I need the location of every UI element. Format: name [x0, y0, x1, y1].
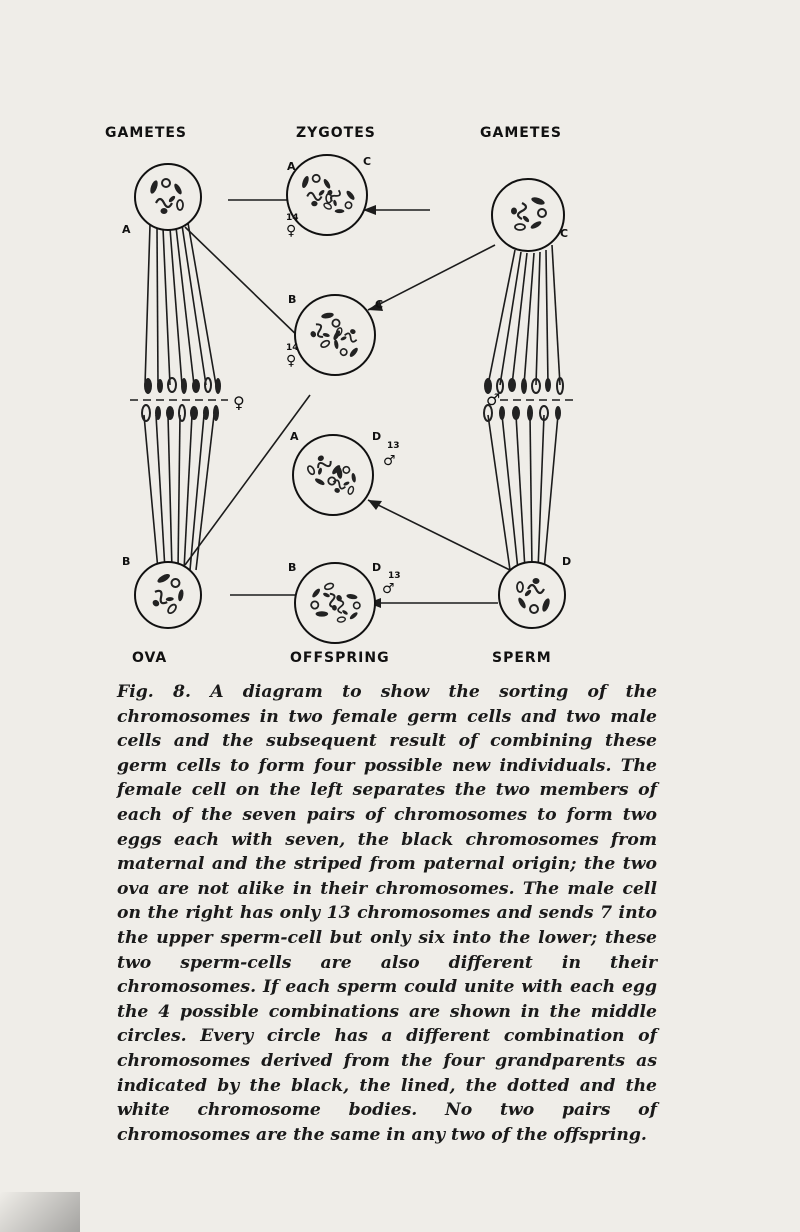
sperm-top [492, 179, 564, 251]
label-zygote1-14: 14 [286, 213, 299, 223]
female-symbol-zygote1: ♀ [286, 223, 297, 239]
label-zygote1-a: A [287, 160, 296, 173]
label-zygote3-13: 13 [387, 441, 400, 451]
label-zygote4-d: D [372, 561, 382, 574]
footer-sperm: SPERM [492, 650, 552, 666]
label-sperm-bottom-d: D [562, 555, 572, 568]
label-zygote3-d: D [372, 430, 382, 443]
zygote-ad [293, 435, 373, 515]
diagram-artwork [100, 115, 720, 675]
figure-number: Fig. 8. [117, 682, 191, 702]
zygote-bc [295, 295, 375, 375]
footer-ova: OVA [132, 650, 168, 666]
female-symbol-ova: ♀ [233, 393, 245, 412]
footer-offspring: OFFSPRING [290, 650, 390, 666]
header-gametes-right: GAMETES [480, 125, 563, 141]
male-symbol-zygote3: ♂ [383, 453, 396, 469]
connector-lines [130, 200, 575, 603]
label-zygote2-b: B [288, 293, 297, 306]
label-zygote3-a: A [290, 430, 299, 443]
label-zygote2-14: 14 [286, 343, 299, 353]
ovum-bottom [135, 562, 201, 628]
male-symbol-sperm: ♂ [486, 390, 501, 409]
zygote-bd [295, 563, 375, 643]
label-zygote4-b: B [288, 561, 297, 574]
ovum-top [135, 164, 201, 230]
zygote-ac [287, 155, 367, 235]
label-zygote2-c: C [375, 298, 384, 311]
label-zygote4-13: 13 [388, 571, 401, 581]
chromosome-diagram [100, 115, 720, 675]
sperm-bottom [499, 562, 565, 628]
label-ovum-top-a: A [122, 223, 131, 236]
header-zygotes: ZYGOTES [296, 125, 376, 141]
arrowheads [363, 205, 383, 608]
label-ovum-bottom-b: B [122, 555, 131, 568]
label-zygote1-c: C [363, 155, 372, 168]
figure-caption [117, 680, 657, 1147]
header-gametes-left: GAMETES [105, 125, 188, 141]
male-symbol-zygote4: ♂ [382, 581, 395, 597]
female-symbol-zygote2: ♀ [286, 353, 297, 369]
page-smudge [0, 1192, 80, 1232]
label-sperm-top-c: C [560, 227, 569, 240]
caption-text: A diagram to show the sorting of the chromosomes in two female germ cells and two male cells and the subsequent result of combining these germ cells to form four possible new individuals. The female cell on the left separates the two members of each of the seven pairs of chromosomes to form two eggs each with seven, the black chromosomes from maternal and the striped from paternal origin; the two ova are not alike in their chromosomes. The male cell on the right has only 13 chromosomes and sends 7 into the upper sperm-cell but only six into the lower; these two sperm-cells are also different in their chromosomes. If each sperm could unite with each egg the 4 possible combinations are shown in the middle circles. Every circle has a different combination of chromosomes derived from the four grandparents as indicated by the black, the lined, the dotted and the white chromosome bodies. No two pairs of chromosomes are the same in any two of the offspring. [117, 682, 657, 1145]
